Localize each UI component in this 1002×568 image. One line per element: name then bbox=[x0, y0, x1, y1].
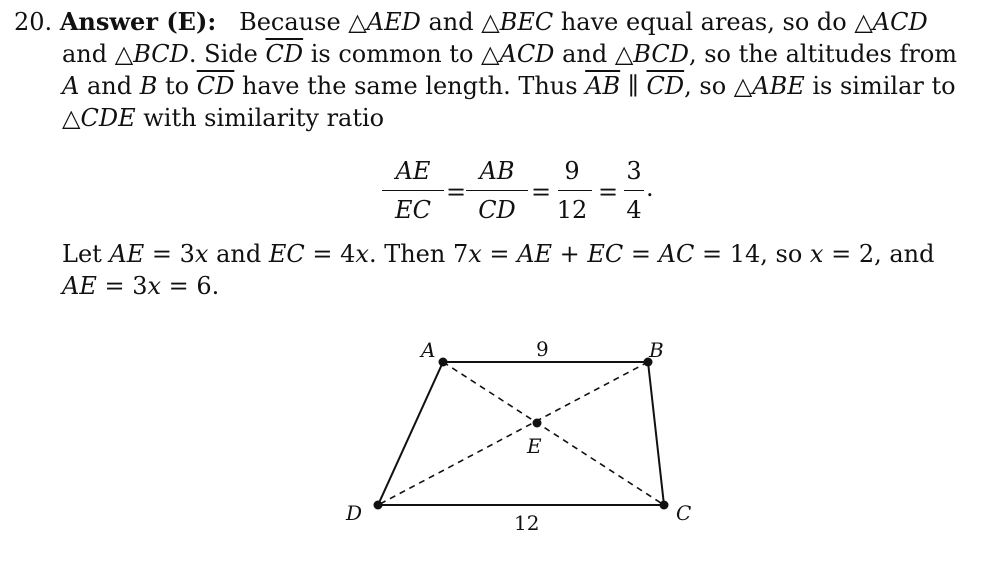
label-top-length: 9 bbox=[536, 337, 549, 361]
point-d bbox=[374, 501, 383, 510]
point-e bbox=[533, 419, 542, 428]
diagonal-bd bbox=[378, 362, 648, 505]
fraction-numerator: AB bbox=[479, 157, 515, 185]
problem-number: 20. bbox=[14, 8, 53, 36]
solution-line-1: Let AE = 3x and EC = 4x. Then 7x = AE + EC = AC = 14, so x = 2, and bbox=[62, 240, 935, 268]
intro-line-2: and △BCD. Side $\overline{CD}$ is common to △ACD and △BCD, so the altitudes from bbox=[62, 40, 958, 68]
fraction-numerator: 3 bbox=[626, 157, 642, 185]
fraction-denominator: EC bbox=[395, 196, 431, 224]
label-bottom-length: 12 bbox=[514, 511, 540, 535]
side-da bbox=[378, 362, 443, 505]
fraction-denominator: 4 bbox=[626, 196, 642, 224]
side-bc bbox=[648, 362, 664, 505]
intro-line-3: A and B to $\overline{CD}$ have the same length. Thus $\overline{AB}$ ∥ $\overline{CD}$, so △ABE is similar to bbox=[62, 72, 956, 100]
equals-sign: = bbox=[531, 178, 552, 206]
label-a: A bbox=[421, 338, 436, 362]
solution-line-2: AE = 3x = 6. bbox=[62, 272, 220, 300]
label-d: D bbox=[346, 501, 363, 525]
fraction-denominator: CD bbox=[478, 196, 516, 224]
fraction-numerator: AE bbox=[395, 157, 431, 185]
label-e: E bbox=[527, 434, 542, 458]
intro-line-4: △CDE with similarity ratio bbox=[62, 104, 385, 132]
equals-sign: = bbox=[446, 178, 467, 206]
intro-line-1: Because △AED and △BEC have equal areas, so do △ACD bbox=[223, 8, 928, 36]
period: . bbox=[646, 174, 654, 202]
label-b: B bbox=[649, 338, 664, 362]
equals-sign: = bbox=[598, 178, 619, 206]
point-c bbox=[660, 501, 669, 510]
answer-heading: Answer (E): bbox=[59, 7, 217, 36]
point-a bbox=[439, 358, 448, 367]
diagonal-ac bbox=[443, 362, 664, 505]
fraction-denominator: 12 bbox=[556, 196, 588, 224]
label-c: C bbox=[676, 501, 692, 525]
fraction-numerator: 9 bbox=[564, 157, 580, 185]
